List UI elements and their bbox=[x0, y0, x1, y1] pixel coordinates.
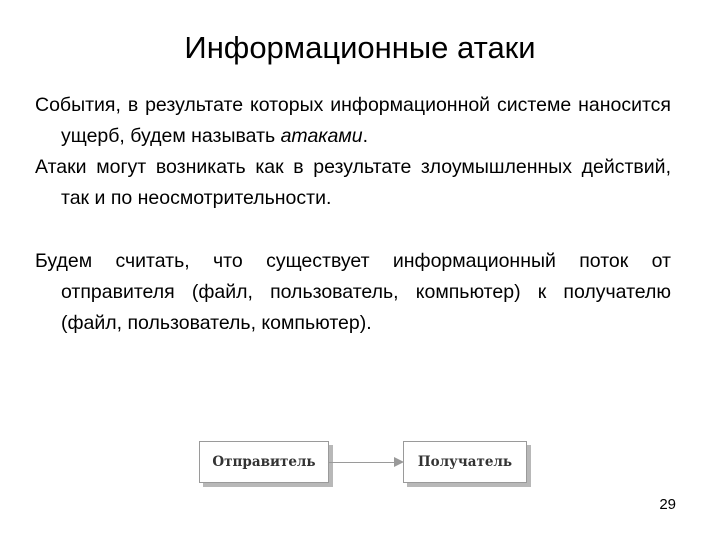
paragraph-attacks-definition bbox=[35, 90, 671, 152]
sender-box: Отправитель bbox=[199, 441, 329, 483]
paragraph-period: . bbox=[362, 125, 368, 147]
paragraph-information-flow: Будем считать, что существует информационный поток от отправителя (файл, пользователь, компьютер) к получателю (файл, пользователь, компьютер). bbox=[35, 250, 671, 334]
slide-body bbox=[35, 90, 671, 339]
emphasized-term: атаками bbox=[280, 125, 363, 147]
paragraph-attack-causes: Атаки могут возникать как в результате злоумышленных действий, так и по неосмотрительности. bbox=[35, 156, 671, 209]
page-number: 29 bbox=[659, 496, 676, 513]
flow-arrow-line bbox=[329, 462, 397, 463]
paragraph-text: События, в результате которых информационной системе наносится ущерб, будем называть bbox=[35, 94, 671, 147]
receiver-box: Получатель bbox=[403, 441, 527, 483]
slide-title: Информационные атаки bbox=[184, 30, 536, 65]
information-flow-diagram bbox=[199, 441, 533, 489]
